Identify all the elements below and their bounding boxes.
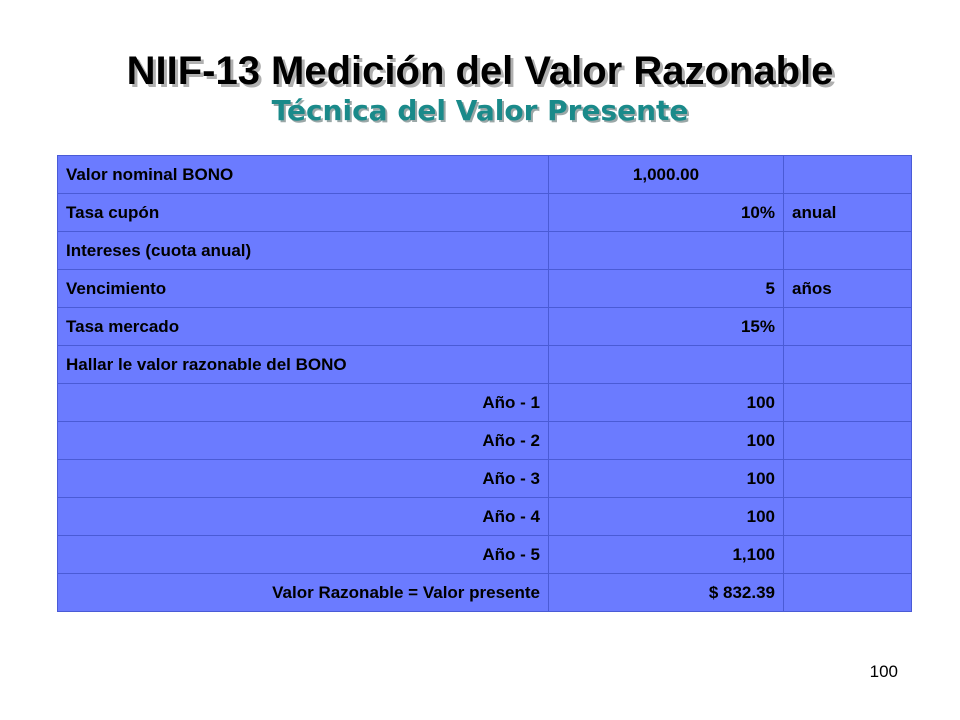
table-row-nominal-value — [58, 156, 912, 194]
row-extra — [784, 232, 912, 270]
row-value: 1,000.00 — [549, 156, 784, 194]
row-label: Año - 5 — [58, 536, 549, 574]
row-extra: anual — [784, 194, 912, 232]
table-row-fair-value — [58, 574, 912, 612]
row-extra — [784, 460, 912, 498]
row-value: 15% — [549, 308, 784, 346]
row-extra — [784, 346, 912, 384]
row-value — [549, 346, 784, 384]
row-extra: años — [784, 270, 912, 308]
table-row-coupon-rate — [58, 194, 912, 232]
table-row-instruction — [58, 346, 912, 384]
row-label: Tasa mercado — [58, 308, 549, 346]
table-row-year-2 — [58, 422, 912, 460]
row-label: Hallar le valor razonable del BONO — [58, 346, 549, 384]
row-extra — [784, 498, 912, 536]
table-row-year-5 — [58, 536, 912, 574]
table-row-year-4 — [58, 498, 912, 536]
row-label: Valor Razonable = Valor presente — [58, 574, 549, 612]
table-row-interest — [58, 232, 912, 270]
row-label: Tasa cupón — [58, 194, 549, 232]
page-number: 100 — [869, 662, 898, 681]
row-extra — [784, 384, 912, 422]
row-label: Año - 1 — [58, 384, 549, 422]
row-label: Vencimiento — [58, 270, 549, 308]
table-row-market-rate — [58, 308, 912, 346]
row-label: Año - 2 — [58, 422, 549, 460]
bond-valuation-table — [57, 155, 912, 612]
row-value: 100 — [549, 460, 784, 498]
row-value — [549, 232, 784, 270]
table-row-year-1 — [58, 384, 912, 422]
row-label: Año - 4 — [58, 498, 549, 536]
row-label: Valor nominal BONO — [58, 156, 549, 194]
row-value: 100 — [549, 384, 784, 422]
row-extra — [784, 308, 912, 346]
table-row-year-3 — [58, 460, 912, 498]
row-label: Año - 3 — [58, 460, 549, 498]
row-value: 10% — [549, 194, 784, 232]
row-value: 5 — [549, 270, 784, 308]
row-extra — [784, 574, 912, 612]
row-value: $ 832.39 — [549, 574, 784, 612]
slide-title: NIIF-13 Medición del Valor Razonable — [126, 49, 834, 93]
row-extra — [784, 536, 912, 574]
row-value: 100 — [549, 422, 784, 460]
table-row-maturity — [58, 270, 912, 308]
row-value: 100 — [549, 498, 784, 536]
slide-title-block — [0, 48, 960, 128]
row-value: 1,100 — [549, 536, 784, 574]
slide-subtitle: Técnica del Valor Presente — [271, 94, 689, 127]
row-extra — [784, 422, 912, 460]
row-label: Intereses (cuota anual) — [58, 232, 549, 270]
row-extra — [784, 156, 912, 194]
